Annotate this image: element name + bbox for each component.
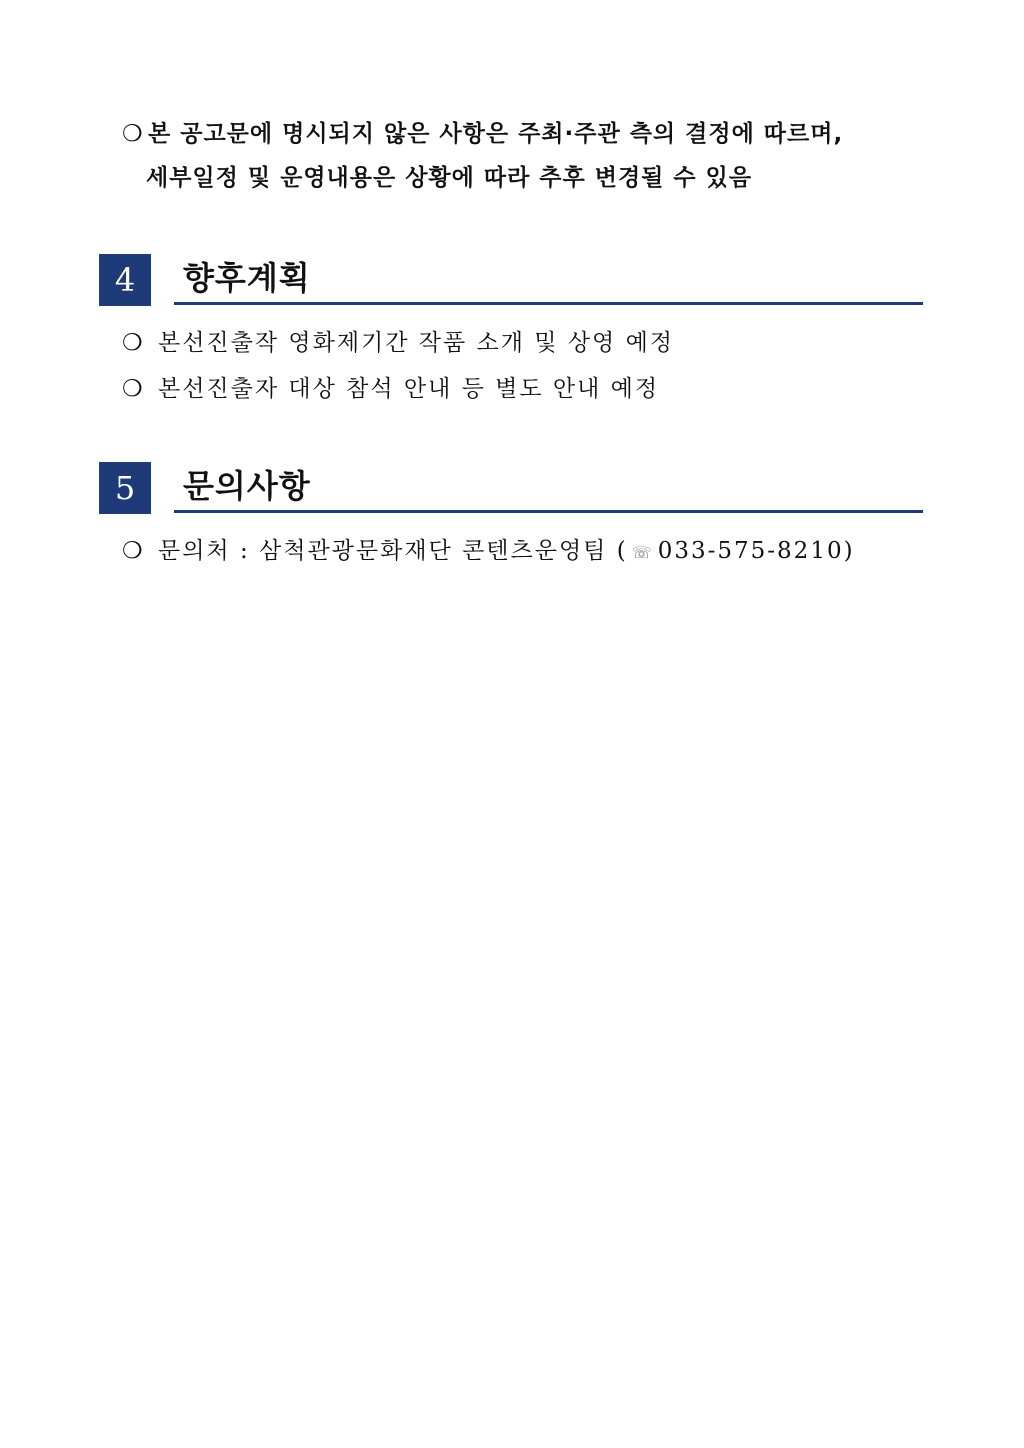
section-title: 향후계획 bbox=[183, 259, 311, 297]
section-future-plan bbox=[99, 254, 923, 412]
section-inquiries bbox=[99, 462, 923, 576]
contact-phone-number: 033-575-8210) bbox=[657, 538, 855, 564]
circle-bullet-icon: ❍ bbox=[122, 538, 145, 564]
list-item bbox=[99, 366, 923, 412]
section-number: 4 bbox=[99, 254, 151, 306]
notice-text-1: 본 공고문에 명시되지 않은 사항은 주최·주관 측의 결정에 따르며, bbox=[148, 121, 844, 147]
section-divider bbox=[174, 302, 923, 305]
section-item-list bbox=[99, 320, 923, 412]
contact-label: 문의처 : 삼척관광문화재단 콘텐츠운영팀 ( bbox=[158, 538, 628, 564]
section-header bbox=[99, 462, 923, 514]
notice-line-2: 세부일정 및 운영내용은 상황에 따라 추후 변경될 수 있음 bbox=[146, 165, 753, 191]
circle-bullet-icon: ❍ bbox=[122, 376, 145, 402]
section-divider bbox=[174, 510, 923, 513]
section-header bbox=[99, 254, 923, 306]
section-item-list bbox=[99, 528, 923, 576]
section-number: 5 bbox=[99, 462, 151, 514]
circle-bullet-icon: ❍ bbox=[122, 121, 144, 147]
notice-paragraph bbox=[122, 112, 942, 200]
list-item bbox=[99, 320, 923, 366]
phone-icon: ☏ bbox=[631, 543, 654, 562]
section-title: 문의사항 bbox=[183, 467, 311, 505]
list-item-text: 본선진출작 영화제기간 작품 소개 및 상영 예정 bbox=[158, 330, 675, 356]
list-item-text: 본선진출자 대상 참석 안내 등 별도 안내 예정 bbox=[158, 376, 660, 402]
list-item bbox=[99, 528, 923, 576]
notice-line-1 bbox=[122, 112, 942, 156]
circle-bullet-icon: ❍ bbox=[122, 330, 145, 356]
